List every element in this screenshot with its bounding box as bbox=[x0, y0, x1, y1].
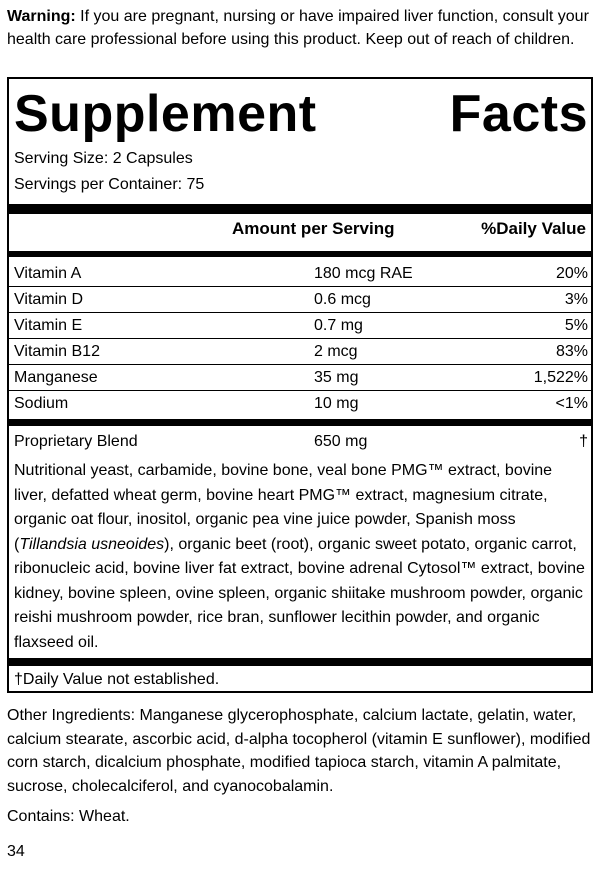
warning-body: If you are pregnant, nursing or have impaired liver function, consult your health care professional before using this product. Keep out of reach of children. bbox=[7, 8, 589, 48]
serving-size: Serving Size: 2 Capsules bbox=[14, 150, 193, 167]
warning-label: Warning: bbox=[7, 8, 76, 25]
header-daily-value: %Daily Value bbox=[481, 219, 586, 238]
nutrient-amount: 180 mcg RAE bbox=[314, 265, 413, 282]
blend-amount: 650 mg bbox=[314, 433, 368, 450]
nutrient-name: Vitamin E bbox=[14, 317, 83, 334]
nutrient-row-vitamin-e bbox=[14, 313, 588, 338]
nutrient-amount: 10 mg bbox=[314, 395, 359, 412]
nutrient-name: Vitamin A bbox=[14, 265, 82, 282]
title-supplement: Supplement bbox=[14, 85, 317, 143]
contains-statement: Contains: Wheat. bbox=[7, 808, 130, 825]
servings-per-container: Servings per Container: 75 bbox=[14, 176, 205, 193]
nutrient-row-vitamin-b12 bbox=[14, 339, 588, 364]
page-number: 34 bbox=[7, 843, 25, 860]
nutrient-row-vitamin-a bbox=[14, 261, 588, 286]
nutrient-dv: 20% bbox=[555, 265, 588, 282]
nutrient-amount: 0.7 mg bbox=[314, 317, 363, 334]
divider-thick-bottom bbox=[9, 658, 591, 666]
blend-text-part-2: ), organic beet (root), organic sweet potato, organic carrot, ribonucleic acid, bovine liver fat extract, bovine adrenal Cytosol™ extract, bovine kidney, bovine spleen, ovine spleen, organic shiitake mushroom powder, organic reishi mushroom powder, rice bran, sunflower lecithin powder, and organic flaxseed oil. bbox=[14, 535, 585, 651]
title-facts: Facts bbox=[449, 85, 588, 143]
other-ingredients: Other Ingredients: Manganese glycerophosphate, calcium lactate, gelatin, water, calcium stearate, ascorbic acid, d-alpha tocopherol (vitamin E sunflower), modified corn starch, dicalcium phosphate, modified tapioca starch, vitamin A palmitate, sucrose, cholecalciferol, and cyanocobalamin. bbox=[7, 707, 591, 795]
nutrient-name: Vitamin B12 bbox=[14, 343, 100, 360]
nutrient-dv: 1,522% bbox=[533, 369, 588, 386]
nutrient-amount: 2 mcg bbox=[314, 343, 358, 360]
blend-text-italic: Tillandsia usneoides bbox=[19, 535, 165, 553]
nutrient-name: Sodium bbox=[14, 395, 69, 412]
blend-name: Proprietary Blend bbox=[14, 433, 138, 450]
nutrient-dv: 5% bbox=[564, 317, 588, 334]
header-amount: Amount per Serving bbox=[232, 219, 395, 238]
blend-row bbox=[14, 429, 588, 454]
blend-text-part-1: Nutritional yeast, carbamide, bovine bone, veal bone PMG™ extract, bovine liver, defatted wheat germ, bovine heart PMG™ extract, magnesium citrate, organic oat flour, inositol, organic pea vine juice powder, Spanish moss ( bbox=[14, 462, 553, 553]
nutrient-row-manganese bbox=[14, 365, 588, 390]
nutrient-row-vitamin-d bbox=[14, 287, 588, 312]
divider-thick-top bbox=[9, 204, 591, 214]
divider-thick-header bbox=[9, 251, 591, 257]
blend-ingredients bbox=[14, 459, 589, 655]
nutrient-name: Manganese bbox=[14, 369, 98, 386]
nutrient-amount: 35 mg bbox=[314, 369, 359, 386]
footnote: †Daily Value not established. bbox=[14, 671, 220, 688]
warning-text bbox=[7, 5, 595, 51]
blend-dv: † bbox=[579, 433, 588, 450]
supplement-facts-panel bbox=[7, 77, 593, 693]
divider-thick-blend bbox=[9, 419, 591, 426]
panel-title bbox=[14, 83, 588, 145]
nutrient-dv: <1% bbox=[555, 395, 588, 412]
nutrient-row-sodium bbox=[14, 391, 588, 416]
nutrient-amount: 0.6 mcg bbox=[314, 291, 371, 308]
nutrient-dv: 83% bbox=[555, 343, 588, 360]
nutrient-dv: 3% bbox=[564, 291, 588, 308]
nutrient-name: Vitamin D bbox=[14, 291, 84, 308]
